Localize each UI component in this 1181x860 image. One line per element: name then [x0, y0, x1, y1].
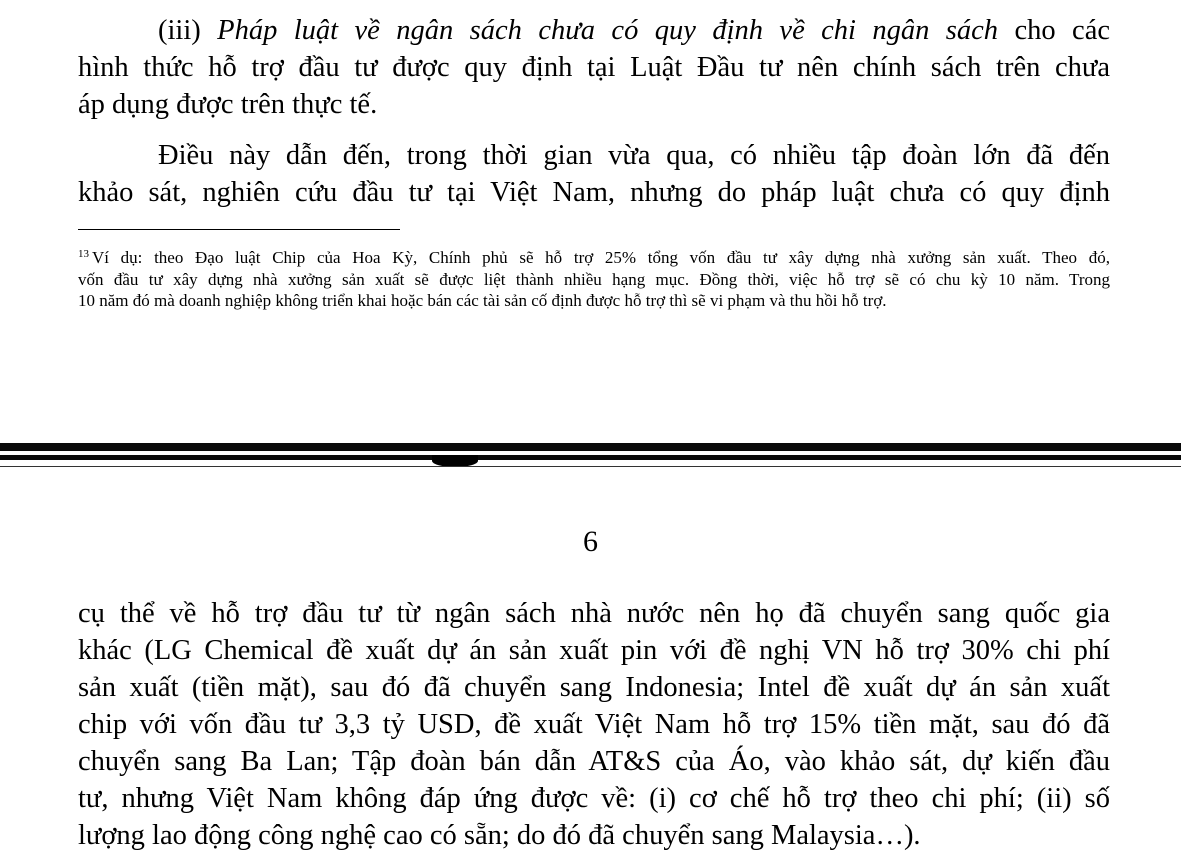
text-line: sản xuất (tiền mặt), sau đó đã chuyển sang Indonesia; Intel đề xuất dự án sản xuất	[78, 672, 1110, 703]
text-line: Điều này dẫn đến, trong thời gian vừa qua, có nhiều tập đoàn lớn đã đến	[158, 140, 1110, 171]
italic-emphasis: Pháp luật về ngân sách chưa có quy định về chi ngân sách	[217, 15, 999, 46]
text-fragment: cho các	[998, 15, 1110, 46]
footnote-line	[78, 244, 1110, 269]
text-line: lượng lao động công nghệ cao có sẵn; do đó đã chuyển sang Malaysia…).	[78, 820, 921, 851]
page-break-divider	[0, 438, 1181, 472]
paragraph-continuation	[78, 595, 1110, 854]
text-line: khác (LG Chemical đề xuất dự án sản xuất pin với đề nghị VN hỗ trợ 30% chi phí	[78, 635, 1110, 666]
footnote-separator	[78, 229, 400, 230]
page-break-line	[0, 466, 1181, 467]
text-line: chuyển sang Ba Lan; Tập đoàn bán dẫn AT&S của Áo, vào khảo sát, dự kiến đầu	[78, 746, 1110, 777]
page-number: 6	[583, 525, 598, 558]
text-line: cụ thể về hỗ trợ đầu tư từ ngân sách nhà nước nên họ đã chuyển sang quốc gia	[78, 598, 1110, 629]
list-marker: (iii)	[158, 15, 218, 46]
text-line	[78, 12, 1110, 49]
footnote-13	[78, 244, 1110, 312]
paragraph-iii	[78, 12, 1110, 123]
text-line: hình thức hỗ trợ đầu tư được quy định tại Luật Đầu tư nên chính sách trên chưa	[78, 52, 1110, 83]
paragraph-consequence	[78, 137, 1110, 211]
text-line: tư, nhưng Việt Nam không đáp ứng được về: (i) cơ chế hỗ trợ theo chi phí; (ii) số	[78, 783, 1110, 814]
page-break-gap	[0, 451, 1181, 455]
text-line: khảo sát, nghiên cứu đầu tư tại Việt Nam, nhưng do pháp luật chưa có quy định	[78, 177, 1110, 208]
footnote-number: 13	[78, 248, 89, 260]
text-line: chip với vốn đầu tư 3,3 tỷ USD, đề xuất Việt Nam hỗ trợ 15% tiền mặt, sau đó đã	[78, 709, 1110, 740]
text-line: áp dụng được trên thực tế.	[78, 89, 378, 120]
footnote-line: 10 năm đó mà doanh nghiệp không triển khai hoặc bán các tài sản cố định được hỗ trợ thì sẽ vi phạm và thu hồi hỗ trợ.	[78, 291, 887, 310]
footnote-line: vốn đầu tư xây dựng nhà xưởng sản xuất sẽ được liệt thành nhiều hạng mục. Đồng thời, việc hỗ trợ sẽ có chu kỳ 10 năm. Trong	[78, 269, 1110, 289]
text-fragment: Ví dụ: theo Đạo luật Chip của Hoa Kỳ, Chính phủ sẽ hỗ trợ 25% tổng vốn đầu tư xây dựng nhà xưởng sản xuất. Theo đó,	[92, 248, 1110, 267]
